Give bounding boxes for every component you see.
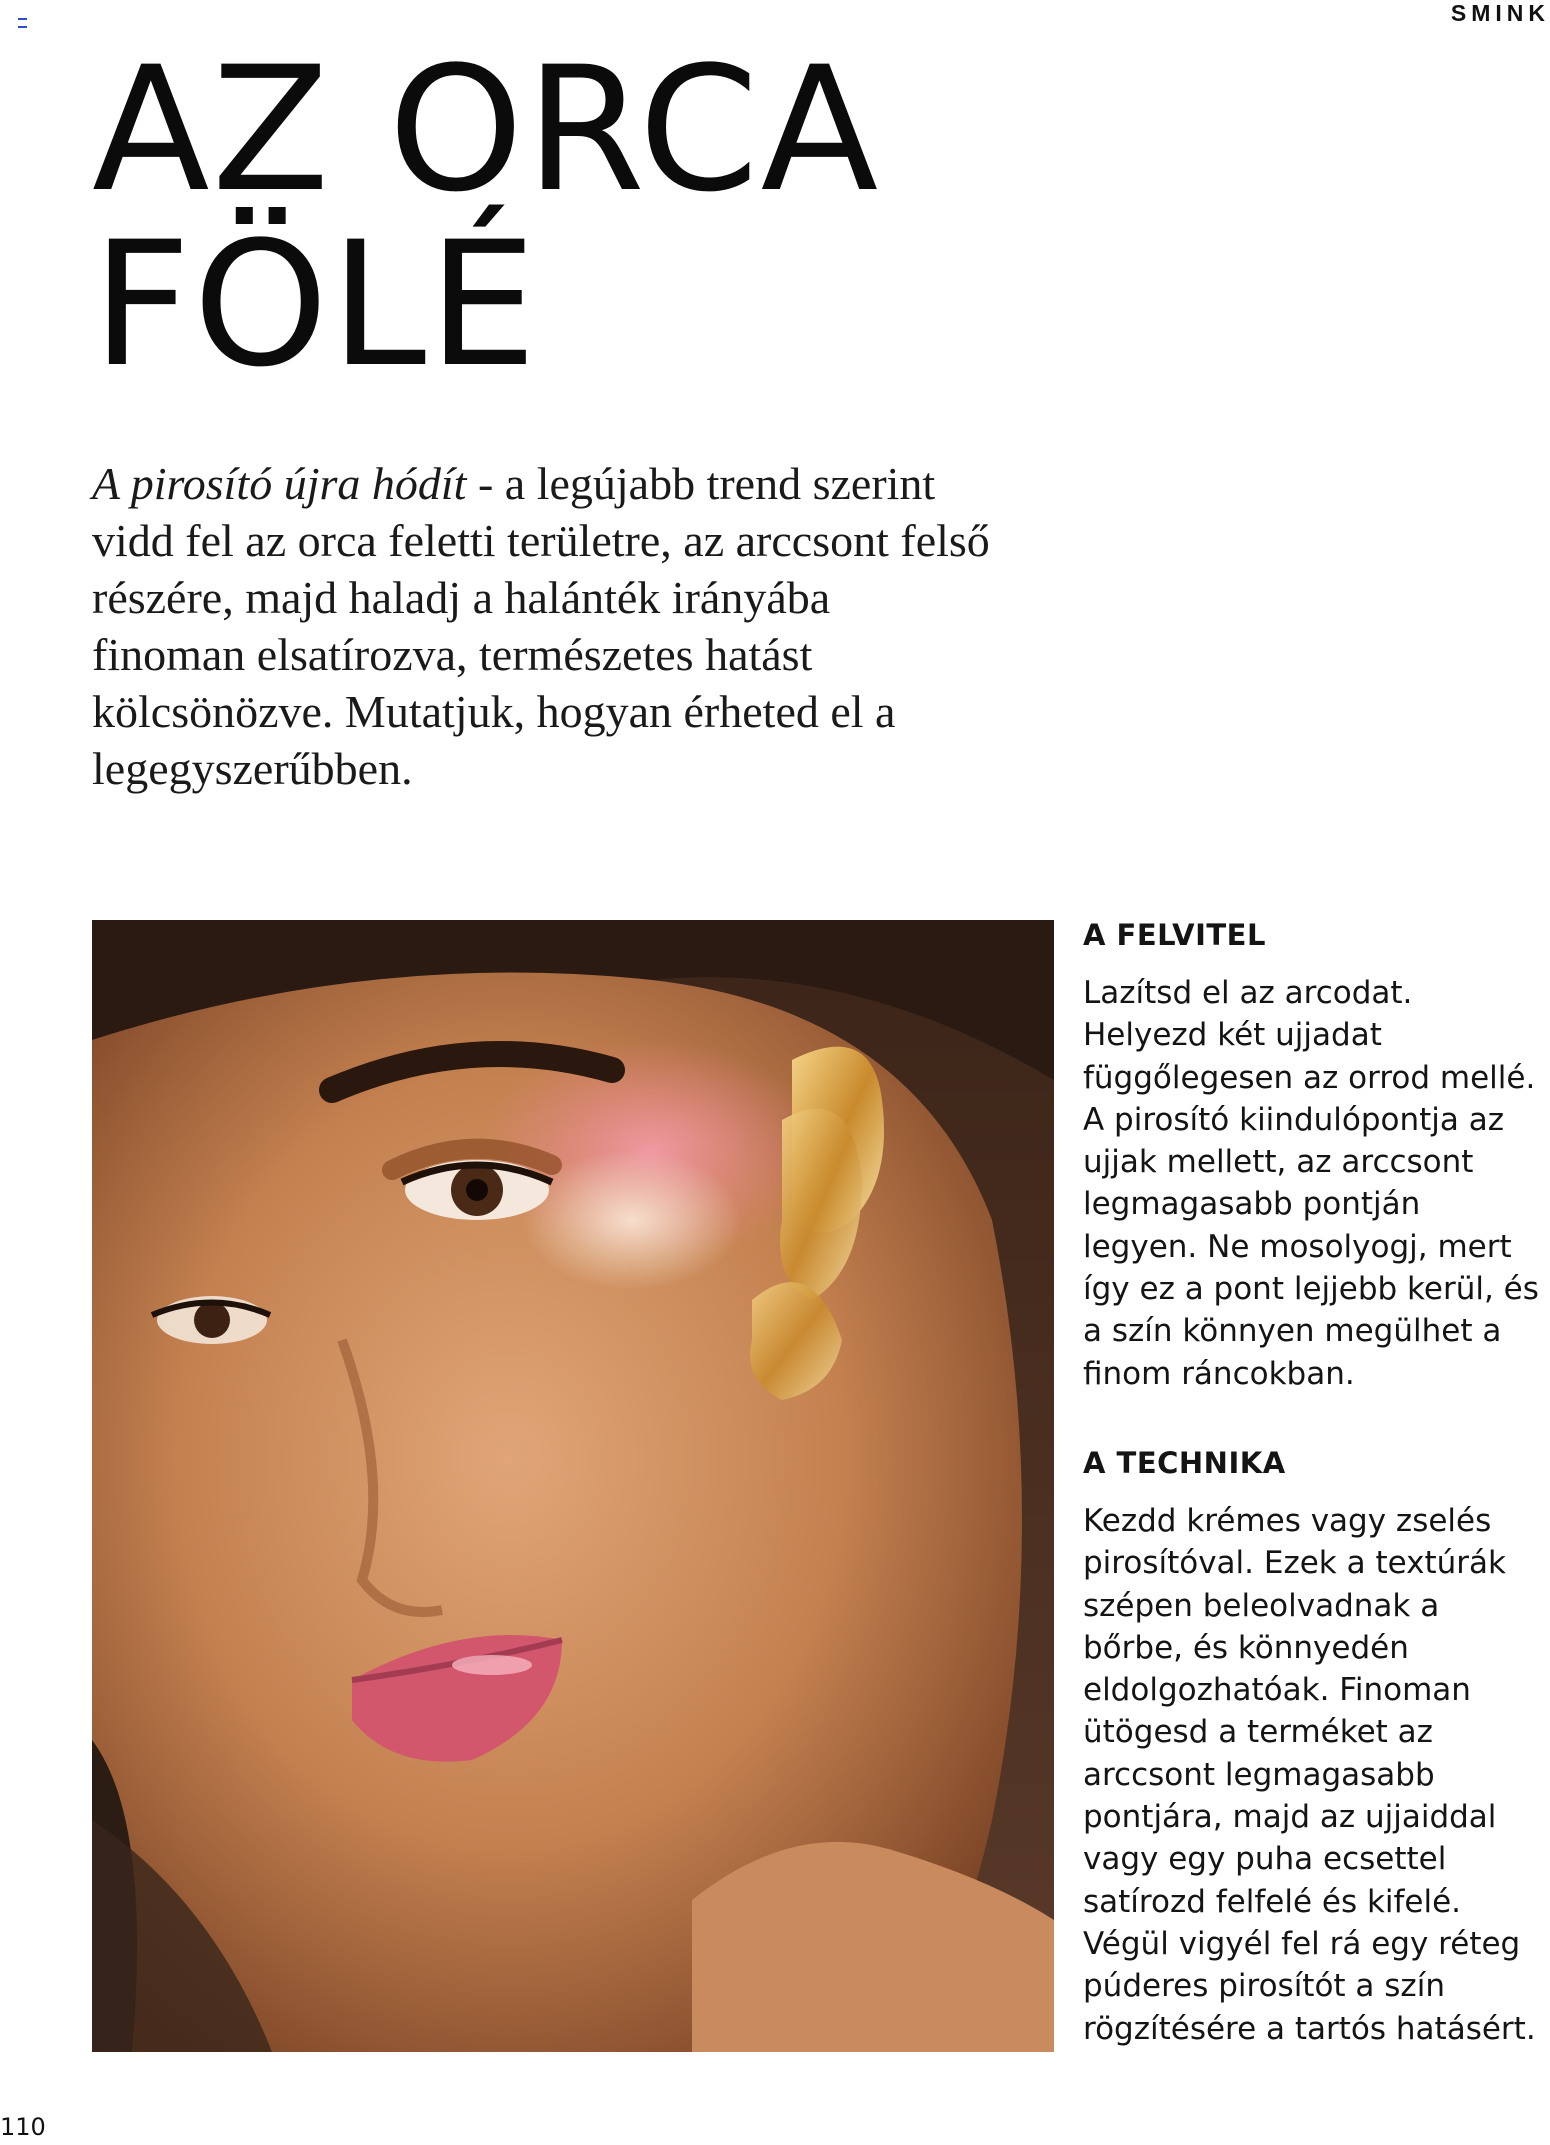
section-felvitel xyxy=(1083,918,1543,1395)
lead-paragraph xyxy=(92,455,992,797)
page-marker xyxy=(18,18,27,28)
title-line-1: AZ ORCA xyxy=(92,29,881,230)
lead-italic: A pirosító újra hódít xyxy=(92,458,467,509)
section-body: Kezdd krémes vagy zselés pirosítóval. Ezek a textúrák szépen beleolvadnak a bőrbe, és könnyedén eldolgozhatóak. Finoman ütögesd a terméket az arccsont legmagasabb pontjára, majd az ujjaiddal vagy egy puha ecsettel satírozd felfelé és kifelé. Végül vigyél fel rá egy réteg púderes pirosítót a szín rögzítésére a tartós hatásért. xyxy=(1083,1503,1536,2047)
title-line-2: FÖLÉ xyxy=(92,204,539,405)
section-title: A TECHNIKA xyxy=(1083,1446,1286,1480)
portrait-illustration xyxy=(92,920,1054,2052)
page-number: 110 xyxy=(0,2113,46,2141)
portrait-photo xyxy=(92,920,1054,2052)
section-label: SMINK xyxy=(1450,0,1550,26)
section-title: A FELVITEL xyxy=(1083,918,1266,952)
section-body: Lazítsd el az arcodat. Helyezd két ujjadat függőlegesen az orrod mellé. A pirosító kiindulópontja az ujjak mellett, az arccsont legmagasabb pontján legyen. Ne mosolyogj, mert így ez a pont lejjebb kerül, és a szín könnyen megülhet a finom ráncokban. xyxy=(1083,975,1539,1392)
section-technika xyxy=(1083,1446,1543,2050)
lead-text: - a legújabb trend szerint vidd fel az orca feletti területre, az arccsont felső részére, majd haladj a halánték irányába finoman elsatírozva, természetes hatást kölcsönözve. Mutatjuk, hogyan érheted el a legegyszerűbben. xyxy=(92,458,990,794)
page-title xyxy=(92,29,992,405)
